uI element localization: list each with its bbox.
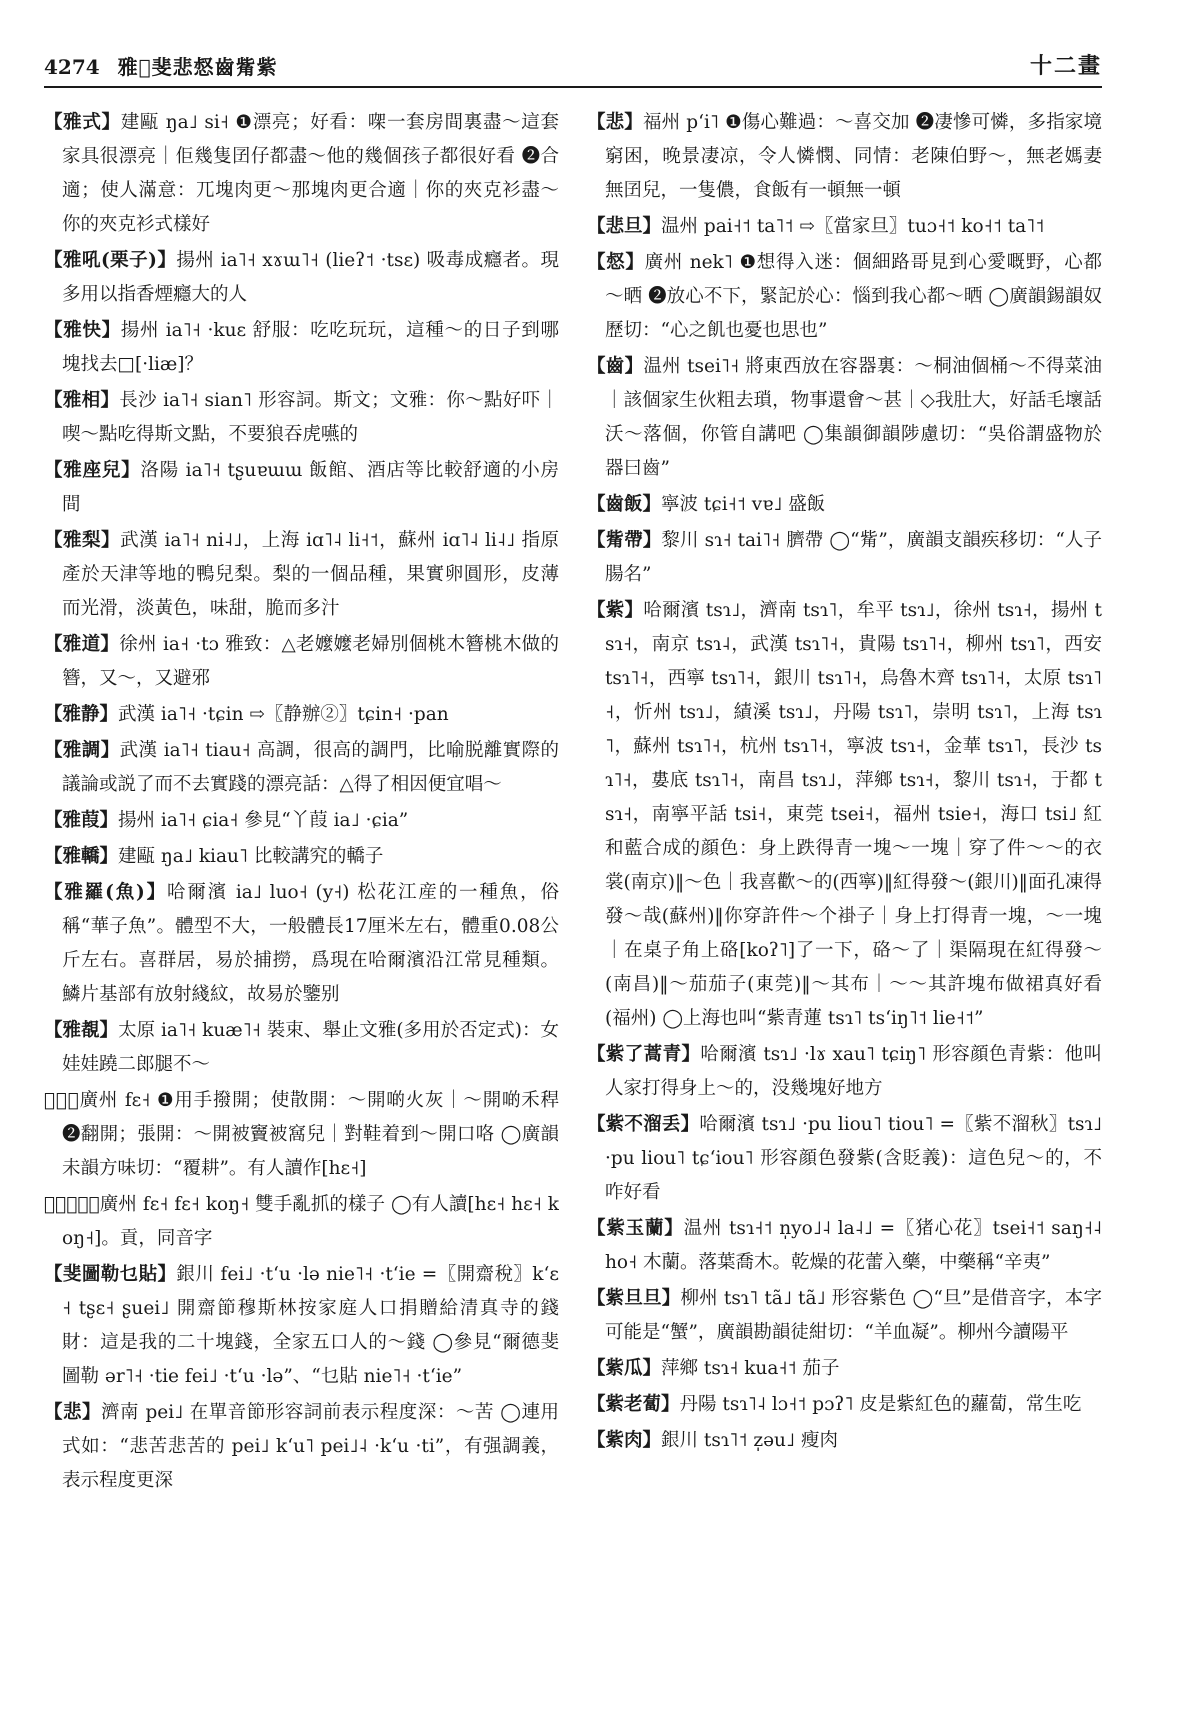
dictionary-entry xyxy=(587,524,1102,592)
page-header xyxy=(44,48,1102,88)
entry-definition: 萍鄉 tsɿ˧ kua˧˦ 茄子 xyxy=(661,1358,840,1379)
entry-headword: 【雅座兒】 xyxy=(44,460,141,481)
entry-headword: 【雅快】 xyxy=(44,320,121,341)
dictionary-entry xyxy=(587,1352,1102,1386)
dictionary-entry xyxy=(44,384,559,452)
dictionary-entry xyxy=(44,840,559,874)
entry-definition: 温州 tsei˥˧ 將東西放在容器裏：～桐油個桶～不得菜油｜該個家生伙粗去瑣，物事還會～甚｜◇我肚大，好話毛壞話沃～落個，你管自講吧 ◯集韻御韻陟慮切：“吳俗謂盛物於器曰齒” xyxy=(605,356,1102,479)
entry-headword: 【悲旦】 xyxy=(587,216,662,237)
entry-definition: 哈爾濱 tsɿ˩，濟南 tsɿ˥，牟平 tsɿ˩，徐州 tsɿ˧，揚州 tsɿ˧，南京 tsɿ˨，武漢 tsɿ˥˧，貴陽 tsɿ˥˧，柳州 tsɿ˥，西安 tsɿ˥˧，西寧 tsɿ˥˧，銀川 tsɿ˥˧，烏魯木齊 tsɿ˥˧，太原 tsɿ˥˧，忻州 tsɿ˩，績溪 tsɿ˩，丹陽 tsɿ˥，崇明 tsɿ˥，上海 tsɿ˥，蘇州 tsɿ˥˧，杭州 tsɿ˥˧，寧波 tsɿ˧，金華 tsɿ˥，長沙 tsɿ˥˧，婁底 tsɿ˥˧，南昌 tsɿ˩，萍鄉 tsɿ˧，黎川 tsɿ˧，于都 tsɿ˧，南寧平話 tsi˧，東莞 tsei˧，福州 tsie˧，海口 tsi˩ 紅和藍合成的顔色：身上跌得青一塊～一塊｜穿了件～～的衣裳(南京)‖～色｜我喜歡～的(西寧)‖紅得發～(銀川)‖面孔凍得發～哉(蘇州)‖你穿許件～个褂子｜身上打得青一塊，～一塊｜在桌子角上硌[koʔ˥]了一下，硌～了｜渠隔現在紅得發～(南昌)‖～茄茄子(東莞)‖～其布｜～～其許塊布做裙真好看(福州) ◯上海也叫“紫青蓮 tsɿ˥ tsʻiŋ˥˦ lie˧˦” xyxy=(605,600,1102,1029)
entry-definition: 福州 pʻi˥ ❶傷心難過：～喜交加 ❷凄慘可憐，多指家境窮困，晚景凄凉，令人憐憫、同情：老陳伯野～，無老媽妻無囝兒，一隻儂，食飯有一頓無一頓 xyxy=(605,112,1102,201)
entry-definition: 哈爾濱 tsɿ˩ ·pu liou˥ tiou˥ =〖紫不溜秋〗tsɿ˩ ·pu liou˥ tɕʻiou˥ 形容顔色發紫(含貶義)：這色兒～的，不咋好看 xyxy=(605,1114,1102,1203)
dictionary-entry xyxy=(44,1258,559,1394)
entry-headword: 【雅相】 xyxy=(44,390,120,411)
entry-headword: 【紫旦旦】 xyxy=(587,1288,681,1309)
entry-headword: 【斐圖勒乜貼】 xyxy=(44,1264,177,1285)
entry-definition: 武漢 ia˥˧ ni˨˩，上海 iɑ˥˨ li˧˦，蘇州 iɑ˥˨ li˨˩ 指原產於天津等地的鴨兒梨。梨的一個品種，果實卵圓形，皮薄而光滑，淡黃色，味甜，脆而多汁 xyxy=(62,530,559,619)
entry-headword: 【紫】 xyxy=(587,600,644,621)
left-column xyxy=(44,106,559,1706)
entry-headword: 【𦏀𦏀貢】 xyxy=(44,1194,100,1215)
entry-definition: 銀川 fei˩ ·tʻu ·lə nie˥˧ ·tʻie =〖開齋稅〗kʻɛ˧ tʂɛ˧ ʂuei˩ 開齋節穆斯林按家庭人口捐贈給清真寺的錢財：這是我的二十塊錢，全家五口人的～錢 ◯參見“爾德斐圖勒 ər˥˧ ·tie fei˩ ·tʻu ·lə”、“乜貼 nie˥˧ ·tʻie” xyxy=(62,1264,559,1387)
dictionary-columns xyxy=(44,106,1102,1706)
entry-definition: 徐州 ia˧ ·tɔ 雅致：△老嬤嬤老婦別個桃木簪桃木做的簪，又～，又避邪 xyxy=(62,634,559,689)
entry-headword: 【雅式】 xyxy=(44,112,121,133)
entry-headword: 【雅羅(魚)】 xyxy=(44,882,168,903)
entry-definition: 黎川 sɿ˧ tai˥˧ 臍帶 ◯“觜”，廣韻支韻疾移切：“人子腸名” xyxy=(605,530,1102,585)
entry-headword: 【觜帶】 xyxy=(587,530,662,551)
entry-headword: 【雅吼(栗子)】 xyxy=(44,250,177,271)
entry-definition: 建甌 ŋa˩ kiau˥ 比較講究的轎子 xyxy=(118,846,384,867)
entry-headword: 【紫肉】 xyxy=(587,1430,662,1451)
entry-definition: 柳州 tsɿ˥ tã˩ tã˩ 形容紫色 ◯“旦”是借音字，本字可能是“蟹”，廣韻勘韻徒紺切：“羊血凝”。柳州今讀陽平 xyxy=(605,1288,1102,1343)
entry-definition: 長沙 ia˥˧ sian˥ 形容詞。斯文；文雅：你～點好吓｜喫～點吃得斯文點，不要狼吞虎嚥的 xyxy=(62,390,559,445)
dictionary-entry xyxy=(44,1188,559,1256)
entry-headword: 【𦏀】 xyxy=(44,1090,80,1111)
dictionary-entry xyxy=(587,210,1102,244)
entry-headword: 【紫了蒿青】 xyxy=(587,1044,701,1065)
entry-definition: 哈爾濱 ia˩ luo˧ (y˧) 松花江産的一種魚，俗稱“華子魚”。體型不大，一般體長17厘米左右，體重0.08公斤左右。喜群居，易於捕撈，爲現在哈爾濱沿江常見種類。鱗片基部有放射綫紋，故易於鑒别 xyxy=(62,882,559,1005)
entry-headword: 【悲】 xyxy=(587,112,643,133)
section-title: 十二畫 xyxy=(1029,53,1102,79)
entry-definition: 濟南 pei˩ 在單音節形容詞前表示程度深：～苦 ◯連用式如：“悲苦悲苦的 pei˩ kʻu˥ pei˩˨ ·kʻu ·ti”，有强調義，表示程度更深 xyxy=(62,1402,559,1491)
entry-headword: 【雅葭】 xyxy=(44,810,119,831)
entry-headword: 【雅覩】 xyxy=(44,1020,119,1041)
entry-headword: 【紫老蔔】 xyxy=(587,1394,680,1415)
entry-definition: 武漢 ia˥˧ ·tɕin ⇨〖静辦②〗tɕin˧ ·pan xyxy=(118,704,449,725)
dictionary-entry xyxy=(587,1212,1102,1280)
entry-definition: 太原 ia˥˧ kuæ˥˧ 裝束、舉止文雅(多用於否定式)：女娃娃蹺二郎腿不～ xyxy=(62,1020,559,1075)
entry-definition: 武漢 ia˥˧ tiau˧ 高調，很高的調門，比喻脱離實際的議論或説了而不去實踐的漂亮話：△得了相因便宜唱～ xyxy=(62,740,559,795)
dictionary-entry xyxy=(44,314,559,382)
entry-headword: 【雅静】 xyxy=(44,704,119,725)
entry-headword: 【紫瓜】 xyxy=(587,1358,662,1379)
entry-headword: 【惄】 xyxy=(587,252,645,273)
entry-headword: 【齒飯】 xyxy=(587,494,662,515)
entry-headword: 【雅道】 xyxy=(44,634,120,655)
entry-definition: 揚州 ia˥˧ xɤɯ˥˧ (lieʔ˦ ·tsɛ) 吸毒成癮者。現多用以指香煙癮大的人 xyxy=(62,250,559,305)
dictionary-entry xyxy=(44,628,559,696)
entry-headword: 【雅梨】 xyxy=(44,530,121,551)
right-column xyxy=(587,106,1102,1706)
dictionary-entry xyxy=(44,698,559,732)
header-left xyxy=(44,51,278,80)
entry-definition: 丹陽 tsɿ˥˨ lɔ˧˦ pɔʔ˥ 皮是紫紅色的蘿蔔，常生吃 xyxy=(679,1394,1082,1415)
dictionary-entry xyxy=(587,106,1102,208)
page-number: 4274 xyxy=(44,55,100,79)
dictionary-entry xyxy=(44,876,559,1012)
dictionary-entry xyxy=(587,1424,1102,1458)
entry-headword: 【紫玉蘭】 xyxy=(587,1218,684,1239)
dictionary-entry xyxy=(587,1038,1102,1106)
entry-definition: 揚州 ia˥˧ ɕia˧ 參見“丫葭 ia˩ ·ɕia” xyxy=(118,810,409,831)
entry-headword: 【雅調】 xyxy=(44,740,120,761)
entry-definition: 銀川 tsɿ˥˦ z̩əu˩ 瘦肉 xyxy=(661,1430,838,1451)
entry-definition: 廣州 fɛ˧ ❶用手撥開；使散開：～開啲火灰｜～開啲禾稈 ❷翻開；張開：～開被竇被窩兒｜對鞋着到～開口咯 ◯廣韻未韻方味切：“覆耕”。有人讀作[hɛ˧] xyxy=(62,1090,559,1179)
dictionary-entry xyxy=(44,524,559,626)
entry-definition: 温州 tsɿ˧˦ n̩yo˩˨ la˨˩ =〖猪心花〗tsei˧˦ saŋ˧˨ ho˧ 木蘭。落葉喬木。乾燥的花蕾入藥，中藥稱“辛夷” xyxy=(605,1218,1102,1273)
entry-definition: 廣州 fɛ˧ fɛ˧ koŋ˧ 雙手亂抓的樣子 ◯有人讀[hɛ˧ hɛ˧ koŋ˧]。貢，同音字 xyxy=(62,1194,559,1249)
dictionary-entry xyxy=(44,106,559,242)
dictionary-entry xyxy=(587,246,1102,348)
dictionary-entry xyxy=(44,1396,559,1498)
dictionary-entry xyxy=(587,594,1102,1036)
dictionary-entry xyxy=(44,734,559,802)
dictionary-entry xyxy=(587,350,1102,486)
entry-definition: 哈爾濱 tsɿ˩ ·lɤ xau˥ tɕiŋ˥ 形容顔色青紫：他叫人家打得身上～的，没幾塊好地方 xyxy=(605,1044,1102,1099)
dictionary-entry xyxy=(587,1282,1102,1350)
entry-definition: 廣州 nek˥ ❶想得入迷：個細路哥見到心愛嘅野，心都～晒 ❷放心不下，緊記於心：惱到我心都～晒 ◯廣韻錫韻奴歷切：“心之飢也憂也思也” xyxy=(605,252,1102,341)
entry-definition: 洛陽 ia˥˧ tʂuɐɯɯ 飯館、酒店等比較舒適的小房間 xyxy=(62,460,559,515)
entry-definition: 寧波 tɕi˧˦ vɐ˩ 盛飯 xyxy=(661,494,826,515)
dictionary-entry xyxy=(44,1014,559,1082)
entry-headword: 【齒】 xyxy=(587,356,644,377)
dictionary-entry xyxy=(587,488,1102,522)
dictionary-entry xyxy=(44,454,559,522)
dictionary-entry xyxy=(587,1108,1102,1210)
entry-definition: 揚州 ia˥˧ ·kuɛ 舒服：吃吃玩玩，這種～的日子到哪塊找去□[·liæ]？ xyxy=(62,320,559,375)
dictionary-entry xyxy=(44,804,559,838)
entry-headword: 【紫不溜丢】 xyxy=(587,1114,700,1135)
header-characters: 雅𦏀斐悲惄齒觜紫 xyxy=(117,55,278,79)
entry-headword: 【悲】 xyxy=(44,1402,102,1423)
dictionary-entry xyxy=(44,1084,559,1186)
entry-definition: 温州 pai˧˦ ta˥˦ ⇨〖當家旦〗tuɔ˧˦ ko˧˦ ta˥˦ xyxy=(661,216,1045,237)
dictionary-entry xyxy=(44,244,559,312)
entry-headword: 【雅轎】 xyxy=(44,846,119,867)
entry-definition: 建甌 ŋa˩ si˧ ❶漂亮；好看：㗎一套房間裏盡～這套家具很漂亮｜佢幾隻囝仔都盡～他的幾個孩子都很好看 ❷合適；使人滿意：兀塊肉更～那塊肉更合適｜你的夾克衫盡～你的夾克衫式樣好 xyxy=(62,112,559,235)
dictionary-entry xyxy=(587,1388,1102,1422)
